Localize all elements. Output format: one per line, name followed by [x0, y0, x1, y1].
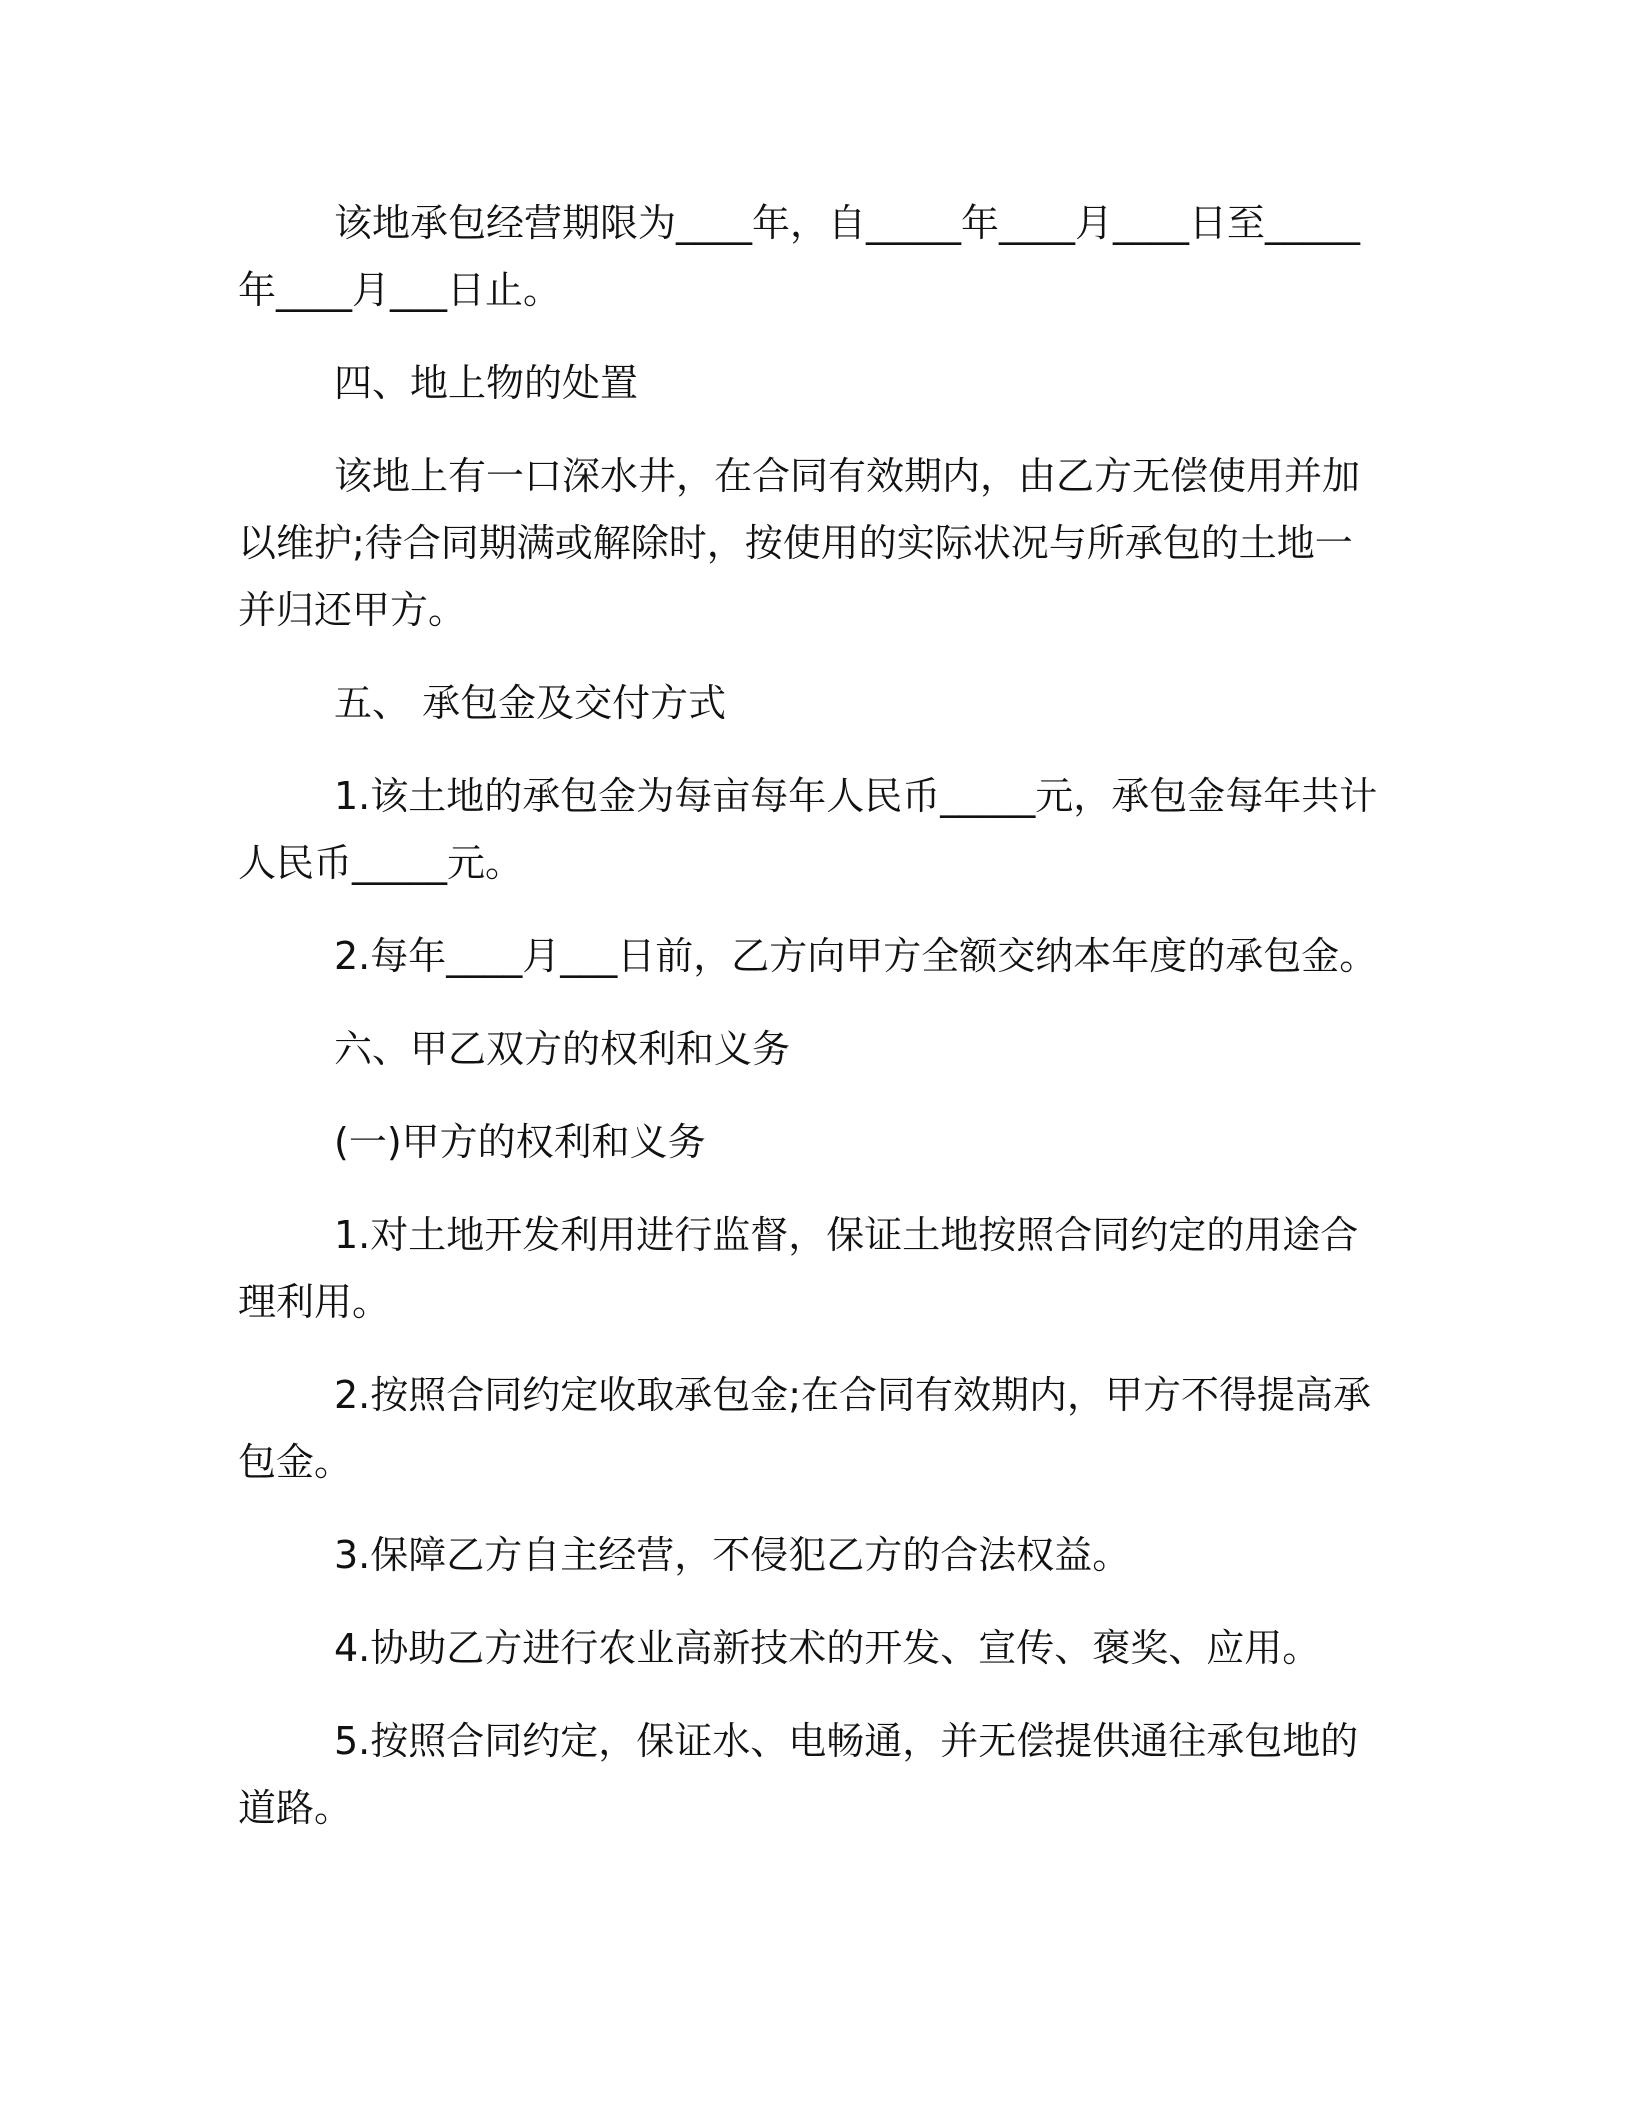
paragraph-well: 该地上有一口深水井，在合同有效期内，由乙方无偿使用并加以维护;待合同期满或解除时，按使用的实际状况与所承包的土地一并归还甲方。: [238, 454, 1361, 632]
subsection-heading-party-a: (一)甲方的权利和义务: [334, 1120, 706, 1164]
section-heading-4: 四、地上物的处置: [334, 361, 639, 405]
paragraph-fee-amount: 1.该土地的承包金为每亩每年人民币_____元，承包金每年共计人民币_____元。: [238, 774, 1378, 885]
list-item-3: 3.保障乙方自主经营，不侵犯乙方的合法权益。: [334, 1533, 1131, 1577]
list-item-5: 5.按照合同约定，保证水、电畅通，并无偿提供通往承包地的道路。: [238, 1719, 1359, 1830]
section-heading-6: 六、甲乙双方的权利和义务: [334, 1027, 791, 1071]
list-item-1: 1.对土地开发利用进行监督，保证土地按照合同约定的用途合理利用。: [238, 1213, 1359, 1324]
paragraph-term-period: 该地承包经营期限为____年，自_____年____月____日至_____年____月___日止。: [238, 201, 1361, 312]
document-body: [238, 190, 1388, 1842]
list-item-2: 2.按照合同约定收取承包金;在合同有效期内，甲方不得提高承包金。: [238, 1373, 1372, 1484]
list-item-4: 4.协助乙方进行农业高新技术的开发、宣传、褒奖、应用。: [334, 1626, 1321, 1670]
paragraph-fee-date: 2.每年____月___日前，乙方向甲方全额交纳本年度的承包金。: [334, 934, 1378, 978]
section-heading-5: 五、 承包金及交付方式: [334, 681, 727, 725]
